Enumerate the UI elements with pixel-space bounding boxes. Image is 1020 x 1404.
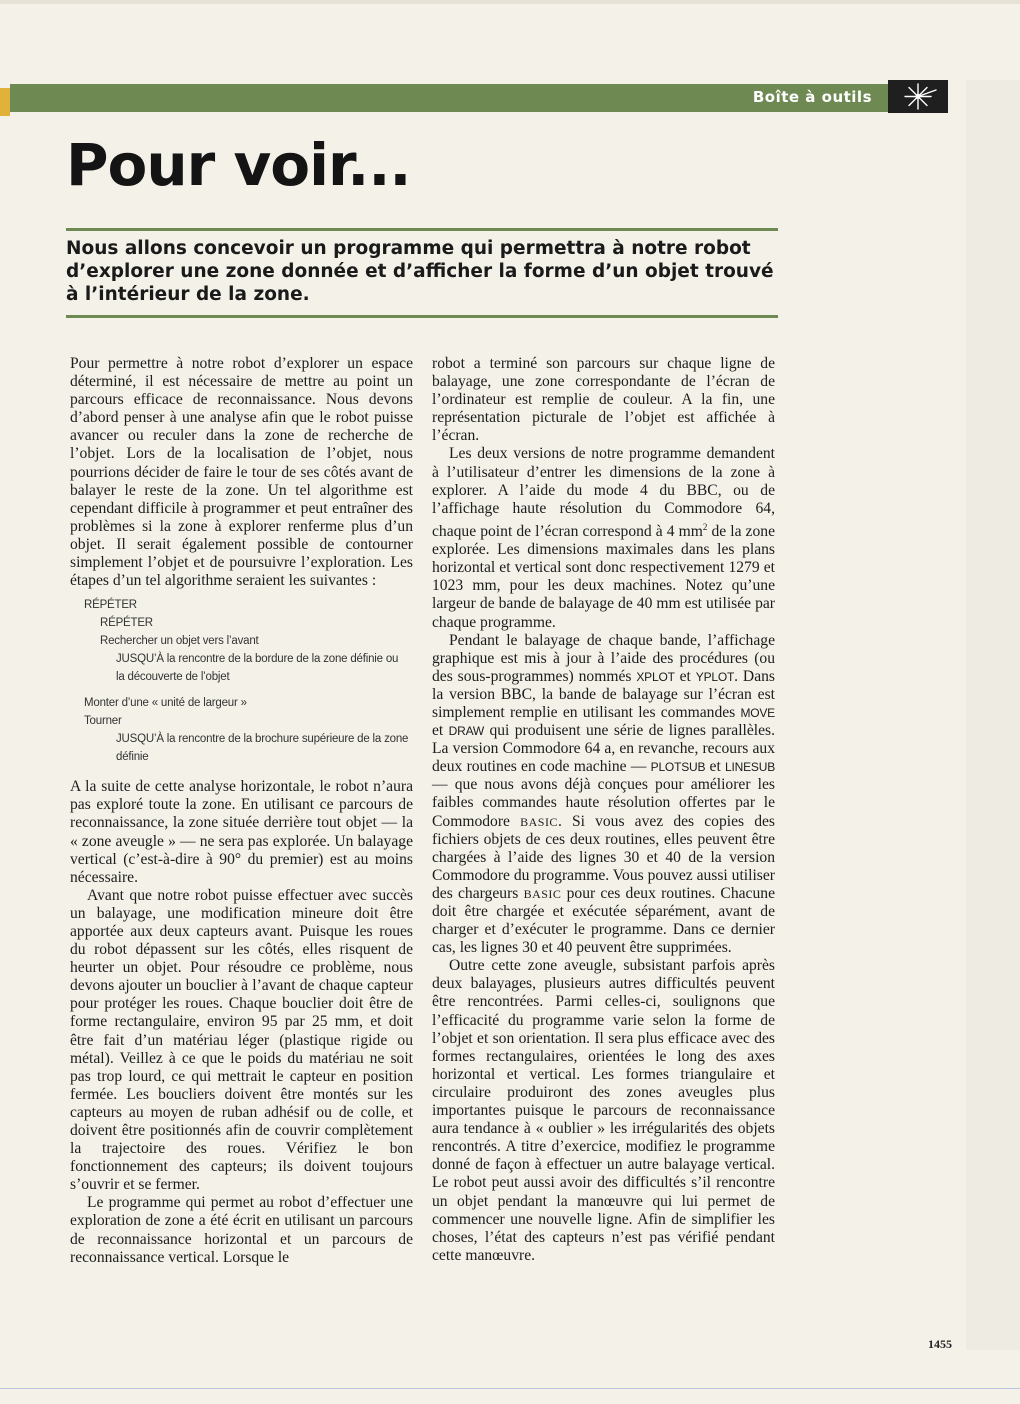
text-run: pour ces deux routines. Chacune doit être chargée et exécutée séparément, avant de charger et d’exécuter le programme. Dans ce dernier cas, les lignes 30 et 40 peuvent être supprimées. (432, 884, 775, 957)
left-paragraph-1: Pour permettre à notre robot d’explorer un espace déterminé, il est nécessaire de mettre au point un parcours efficace de reconnaissance. Nous devons d’abord penser à une analyse afin que le robot puisse avancer ou reculer dans la zone de recherche de l’objet. Lors de la localisation de l’objet, nous pourrions décider de faire le tour de ses côtés avant de balayer le reste de la zone. Un tel algorithme est cependant difficile à programmer et peut entraîner des problèmes si la zone à explorer renferme plus d’un objet. Il serait également possible de contourner simplement l’objet et de poursuivre l’exploration. Les étapes d’un tel algorithme seraient les suivantes : (70, 355, 413, 590)
right-paragraph-3 (432, 632, 775, 958)
page-title: Pour voir... (66, 131, 411, 199)
keyword-linesub: LINESUB (725, 760, 775, 775)
title-rule (66, 228, 778, 231)
text-run: . Dans la version BBC, la bande de balayage sur l’écran est simplement remplie en utilisant les commandes (432, 667, 775, 721)
yellow-margin-strip (0, 88, 10, 116)
section-header-band (10, 84, 888, 112)
code-line: Monter d’une « unité de largeur » (84, 697, 247, 710)
page-top-edge (0, 0, 1020, 4)
code-line: Rechercher un objet vers l’avant (100, 635, 259, 648)
keyword-move: MOVE (740, 705, 775, 720)
facing-page-shadow (966, 80, 1020, 1350)
text-run: Pendant le balayage de chaque bande, l’affichage graphique est mis à jour à l’aide des procédures (ou des sous-programmes) nommés (432, 631, 775, 685)
right-paragraph-4: Outre cette zone aveugle, subsistant parfois après deux balayages, plusieurs autres difficultés peuvent être rencontrées. Parmi celles-ci, soulignons que l’efficacité du programme varie selon la forme de l’objet et son orientation. Il sera plus efficace avec des formes rectangulaires, orientées le long des axes horizontal et vertical. Les formes triangulaire et circulaire produiront des zones aveugles plus importantes puisque le parcours de reconnaissance aura tendance à « oublier » les irrégularités des objets rencontrés. A titre d’exercice, modifiez le programme donné de façon à effectuer un autre balayage vertical. Le robot peut aussi avoir des difficultés s’il rencontre un objet pendant la manœuvre qui lui permet de commencer une nouvelle ligne. Afin de simplifier les choses, l’état des capteurs n’est pas vérifié pendant cette manœuvre. (432, 957, 775, 1264)
keyword-basic: BASIC (523, 886, 562, 901)
text-run: et (674, 667, 696, 685)
left-paragraph-4: Le programme qui permet au robot d’effectuer une exploration de zone a été écrit en utilisant un parcours de reconnaissance horizontal et un parcours de reconnaissance vertical. Lorsque le (70, 1194, 413, 1266)
text-run: et (705, 758, 726, 776)
section-label: Boîte à outils (752, 88, 872, 106)
text-run: qui produisent une série de lignes parallèles. La version Commodore 64 a, en revanche, recours aux deux routines en code machine — (432, 722, 776, 776)
code-line: RÉPÉTER (100, 617, 153, 630)
right-paragraph-2 (432, 445, 775, 631)
superscript: 2 (702, 521, 708, 532)
intro-paragraph: Nous allons concevoir un programme qui permettra à notre robot d’explorer une zone donnée et d’afficher la forme d’un objet trouvé à l’intérieur de la zone. (66, 238, 774, 305)
keyword-yplot: YPLOT (695, 669, 735, 684)
code-line: définie (116, 751, 149, 764)
keyword-draw: DRAW (448, 724, 485, 739)
keyword-plotsub: PLOTSUB (650, 760, 706, 775)
algorithm-listing (84, 596, 413, 766)
page-number: 1455 (928, 1337, 952, 1351)
code-line: la découverte de l’objet (116, 671, 230, 684)
left-column (70, 355, 413, 1267)
text-run: de la zone explorée. Les dimensions maximales dans les plans horizontal et vertical sont donc respectivement 1279 et 1023 mm, pour les deux machines. Notez qu’une largeur de bande de balayage de 40 mm est utilisée par chaque programme. (432, 523, 775, 631)
text-run: Les deux versions de notre programme demandent à l’utilisateur d’entrer les dimensions de la zone à explorer. A l’aide du mode 4 du BBC, ou de l’affichage haute résolution du Commodore 64, chaque point de l’écran correspond à 4 mm (432, 445, 775, 541)
starburst-icon (888, 80, 948, 113)
left-paragraph-2: A la suite de cette analyse horizontale, le robot n’aura pas exploré toute la zone. En utilisant ce parcours de reconnaissance, la zone située derrière tout objet — la « zone aveugle » — ne sera pas explorée. Un balayage vertical (c’est-à-dire à 90° du premier) est au moins nécessaire. (70, 778, 413, 886)
text-run: — que nous avons déjà conçues pour améliorer les faibles commandes haute résolution offertes par le Commodore (432, 776, 775, 830)
intro-rule (66, 315, 778, 318)
text-run: . Si vous avez des copies des fichiers objets de ces deux routines, elles peuvent être chargées à l’aide des lignes 30 et 40 de la version Commodore du programme. Vous pouvez aussi utiliser des chargeurs (432, 812, 775, 902)
code-line: RÉPÉTER (84, 599, 137, 612)
right-paragraph-1: robot a terminé son parcours sur chaque ligne de balayage, une zone correspondante de l’écran de l’ordinateur est remplie de couleur. A la fin, une représentation picturale de l’objet est affichée à l’écran. (432, 355, 775, 445)
right-column (432, 355, 775, 1265)
left-paragraph-3: Avant que notre robot puisse effectuer avec succès un balayage, une modification mineure doit être apportée aux deux capteurs avant. Puisque les roues du robot dépassent sur les côtés, elles risquent de heurter un objet. Pour résoudre ce problème, nous devons ajouter un bouclier à l’avant de chaque capteur pour protéger les roues. Chaque bouclier doit être de forme rectangulaire, environ 95 par 25 mm, et doit être fait d’un matériau léger (plastique rigide ou métal). Veillez à ce que le poids du matériau ne soit pas trop lourd, ce qui mettrait le capteur en position fermée. Les boucliers doivent être montés sur les capteurs au moyen de ruban adhésif ou de colle, et doivent être positionnés afin de couvrir complètement la trajectoire des roues. Vérifiez le bon fonctionnement des capteurs; ils doivent toujours s’ouvrir et se fermer. (70, 886, 413, 1194)
code-line: JUSQU’À la rencontre de la brochure supérieure de la zone (116, 733, 409, 746)
keyword-basic: BASIC (520, 814, 558, 829)
text-run: et (432, 722, 449, 740)
keyword-xplot: XPLOT (636, 669, 675, 684)
code-line: Tourner (84, 715, 122, 728)
page-bottom-rule (0, 1388, 1020, 1389)
code-line: JUSQU’À la rencontre de la bordure de la zone définie ou (116, 653, 399, 666)
